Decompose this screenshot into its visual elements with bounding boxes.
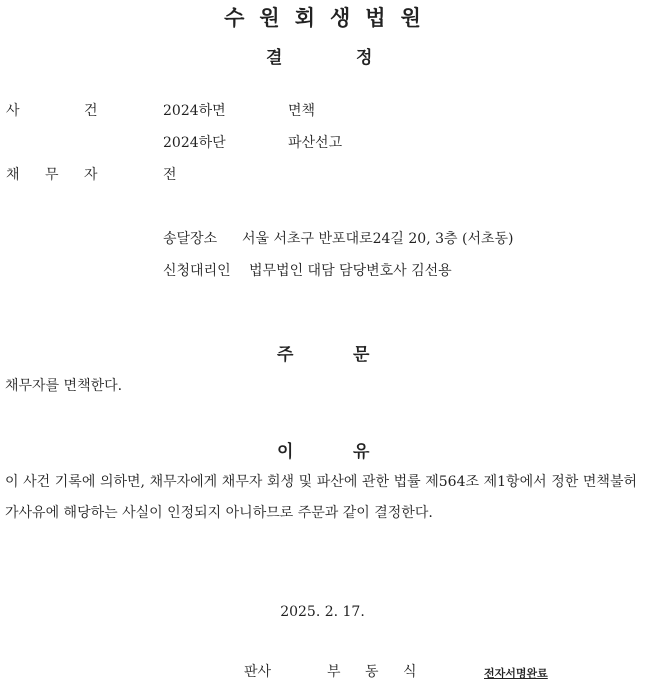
agent-label: 신청대리인	[163, 263, 231, 279]
order-text: 채무자를 면책한다.	[5, 378, 123, 394]
debtor-label-char-2: 무	[45, 167, 59, 183]
case-name-1: 면책	[288, 103, 316, 119]
debtor-label-char-1: 채	[6, 167, 20, 183]
case-number-1: 2024하면	[163, 103, 226, 119]
e-signature-stamp: 전자서명완료	[484, 667, 548, 680]
agent-value: 법무법인 대담 담당변호사 김선용	[249, 263, 452, 279]
order-heading-char-2: 문	[353, 345, 370, 365]
doc-title-char-1: 결	[266, 48, 283, 68]
debtor-label-char-3: 자	[84, 167, 98, 183]
judge-name-char-3: 식	[403, 664, 417, 680]
judge-name-char-1: 부	[327, 664, 341, 680]
case-label-char-2: 건	[84, 103, 98, 119]
service-address-value: 서울 서초구 반포대로24길 20, 3층 (서초동)	[242, 231, 514, 247]
case-name-2: 파산선고	[288, 135, 343, 151]
court-name: 수원회생법원	[224, 6, 436, 30]
judge-title: 판사	[244, 664, 272, 680]
decision-date: 2025. 2. 17.	[280, 604, 365, 620]
reason-heading-char-2: 유	[353, 442, 370, 462]
order-heading-char-1: 주	[277, 345, 294, 365]
service-address-label: 송달장소	[163, 231, 218, 247]
reason-text: 이 사건 기록에 의하면, 채무자에게 채무자 회생 및 파산에 관한 법률 제564조 제1항에서 정한 면책불허가사유에 해당하는 사실이 인정되지 아니하므로 주문과 같이 결정한다.	[5, 474, 637, 521]
case-number-2: 2024하단	[163, 135, 226, 151]
case-label-char-1: 사	[6, 103, 20, 119]
debtor-name: 전	[163, 167, 177, 183]
doc-title-char-2: 정	[356, 48, 373, 68]
judge-name-char-2: 동	[365, 664, 379, 680]
reason-heading-char-1: 이	[277, 442, 294, 462]
